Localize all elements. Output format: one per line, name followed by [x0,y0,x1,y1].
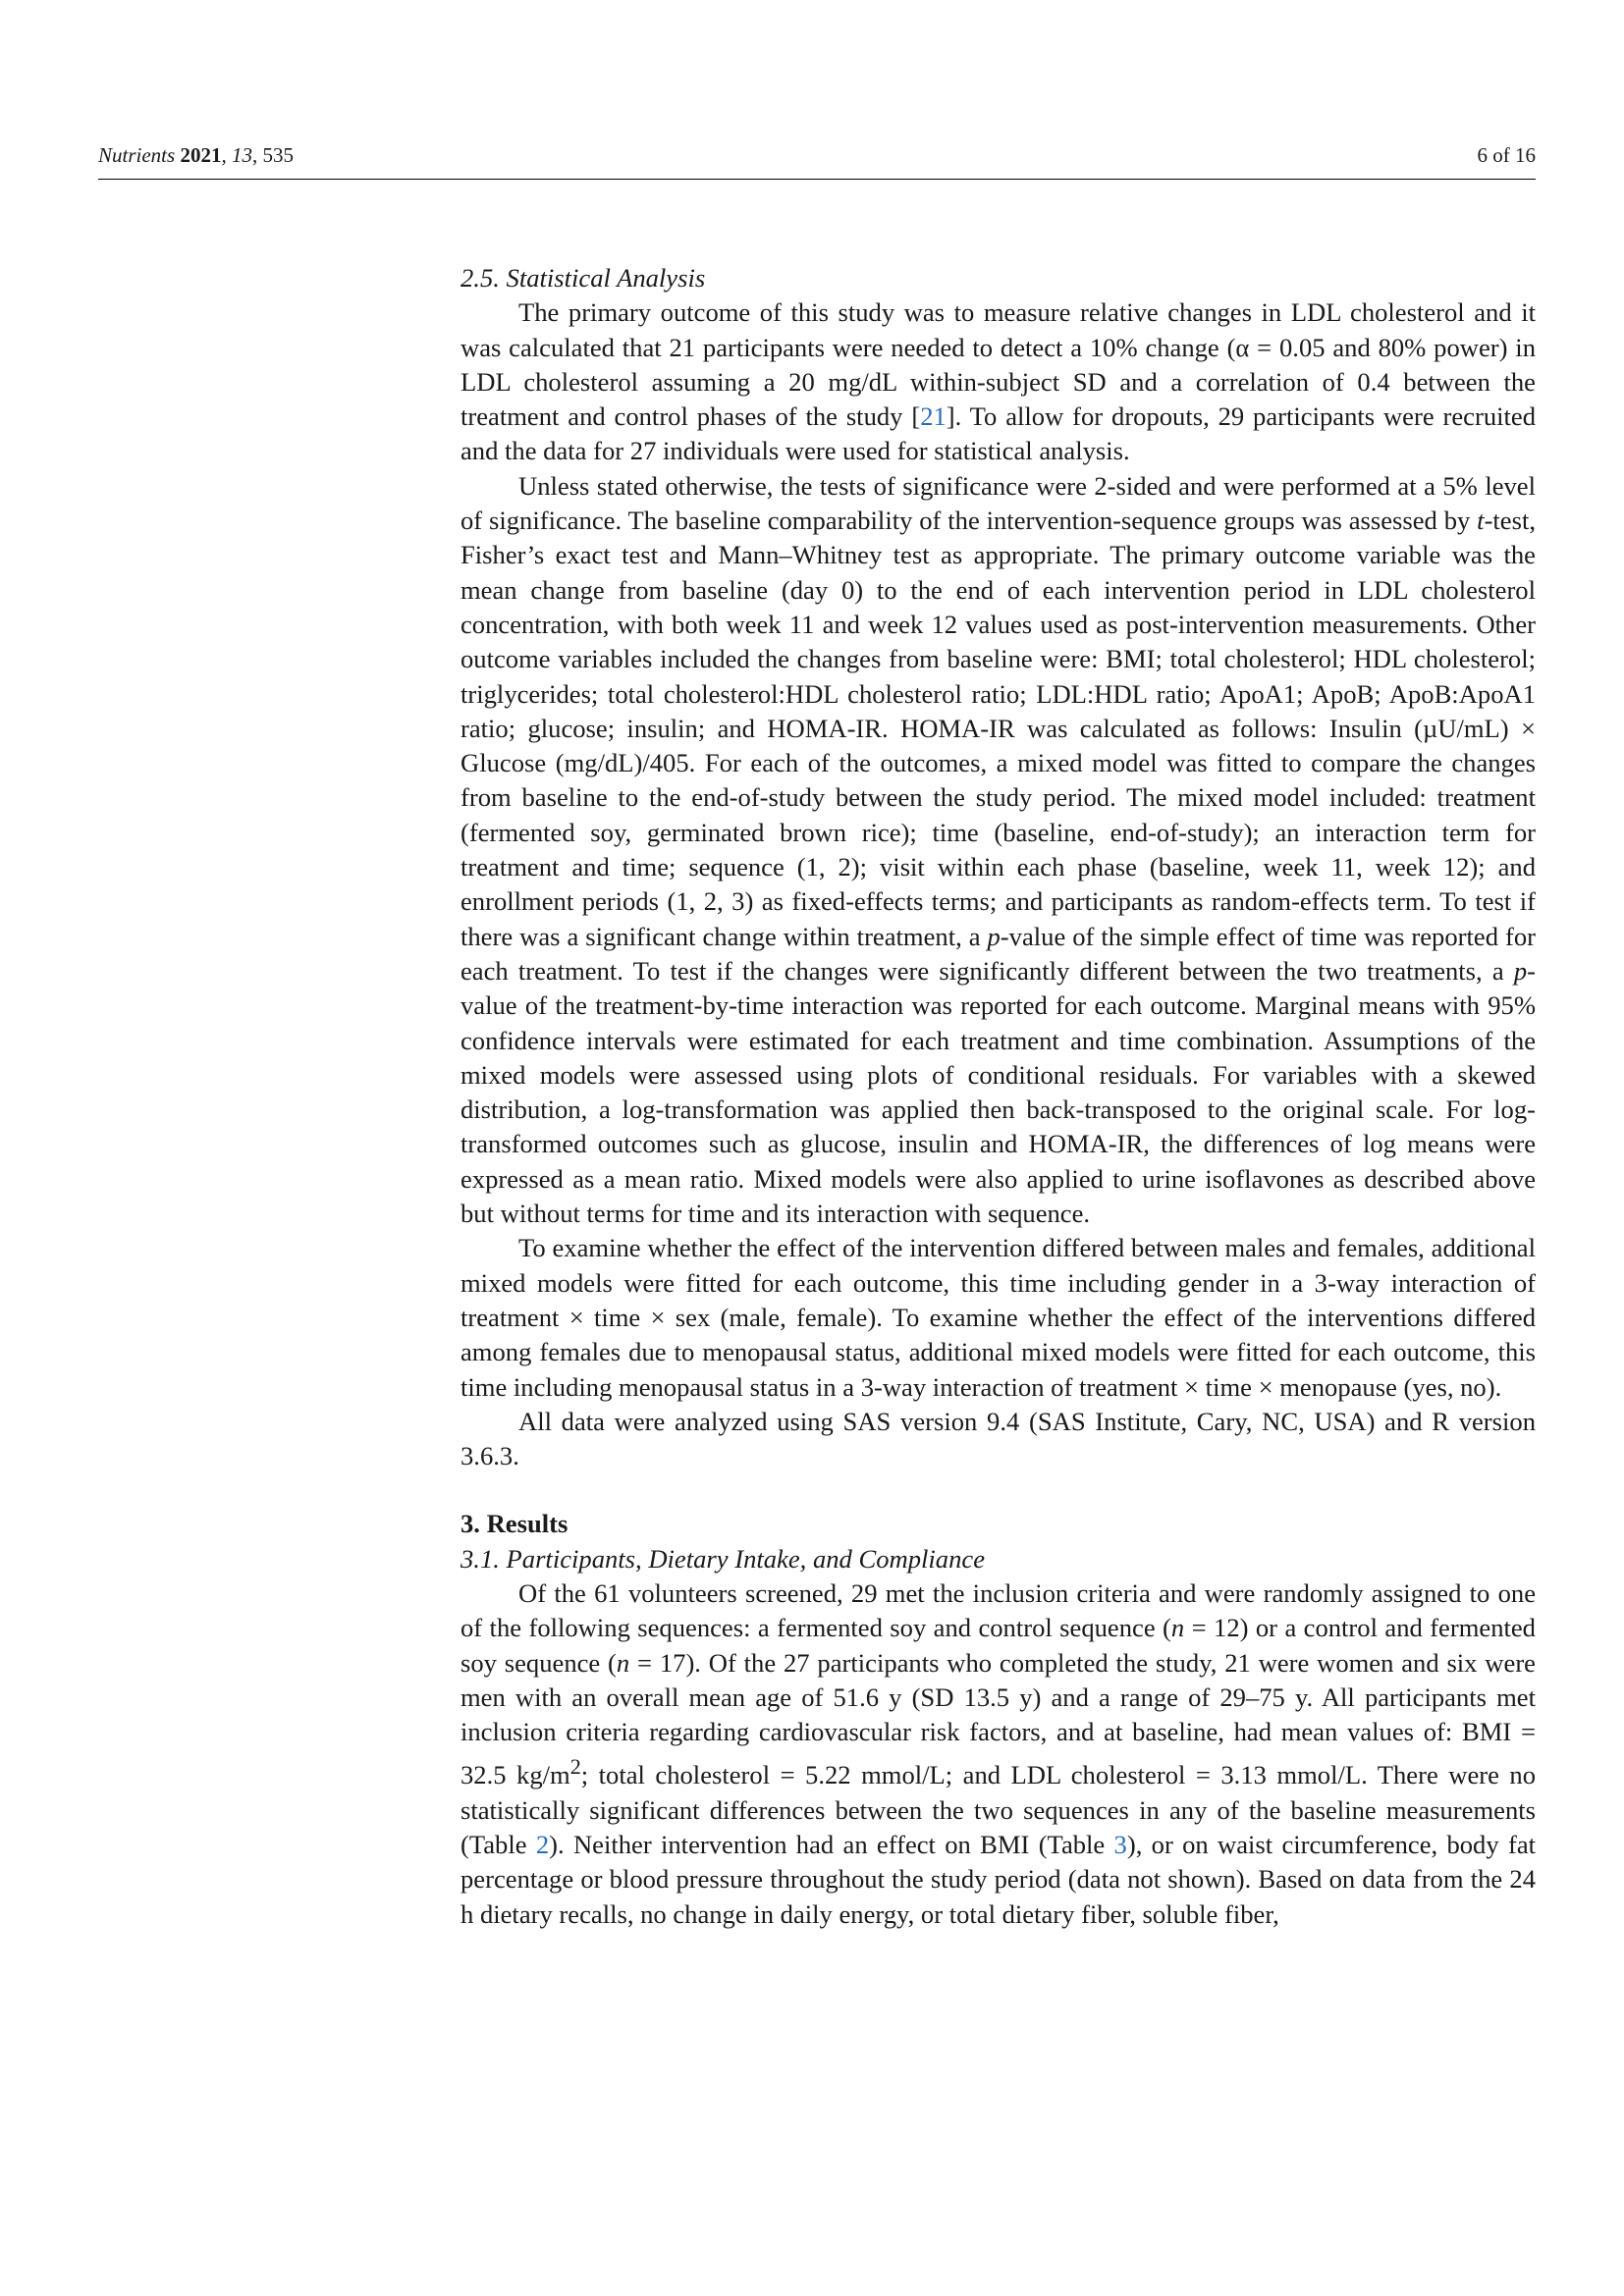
table-link[interactable]: 3 [1113,1829,1127,1859]
text-run: -value of the treatment-by-time interaction was reported for each outcome. Marginal means with 95% confidence intervals were estimated for each treatment and time combination. Assumptions of the mixed models were assessed using plots of conditional residuals. For variables with a skewed distribution, a log-transformation was applied then back-transposed to the original scale. For log-transformed outcomes such as glucose, insulin and HOMA-IR, the differences of log means were expressed as a mean ratio. Mixed models were also applied to urine isoflavones as described above but without terms for time and its interaction with sequence. [460,955,1536,1229]
italic-symbol: t [1477,506,1485,536]
italic-symbol: p [1513,955,1528,986]
text-run: ), or on waist circumference, body fat percentage or blood pressure throughout the study period (data not shown). Based on data from the 24 h dietary recalls, no change in daily energy, or total dietary fiber, soluble fiber, [460,1829,1537,1929]
italic-symbol: p [987,921,1001,951]
journal-year: 2021 [180,143,222,167]
page-header [98,139,1536,180]
journal-volume: 13 [231,143,252,167]
text-run: ]. To allow for dropouts, 29 participants were recruited and the data for 27 individuals were used for statistical analysis. [460,401,1536,466]
section-3-1-heading: 3.1. Participants, Dietary Intake, and Compliance [460,1543,986,1574]
section-3-heading: 3. Results [460,1509,568,1539]
italic-symbol: n [616,1647,630,1678]
citation-link[interactable]: 21 [920,401,947,432]
page-number: 6 of 16 [1477,143,1536,167]
paragraph: All data were analyzed using SAS version 9.4 (SAS Institute, Cary, NC, USA) and R version 3.6.3. [460,1406,1536,1471]
text-run: = 12) or a control and fermented soy sequence ( [460,1613,1536,1678]
section-2-5-heading: 2.5. Statistical Analysis [460,263,706,293]
superscript: 2 [569,1754,581,1780]
journal-citation: Nutrients 2021, 13, 535 [98,143,294,167]
paragraph: To examine whether the effect of the intervention differed between males and females, additional mixed models were fitted for each outcome, this time including gender in a 3-way interaction of treatment × time × sex (male, female). To examine whether the effect of the interventions differed among females due to menopausal status, additional mixed models were fitted for each outcome, this time including menopausal status in a 3-way interaction of treatment × time × menopause (yes, no). [460,1233,1536,1402]
text-run: Unless stated otherwise, the tests of significance were 2-sided and were performed at a 5% level of significance. The baseline comparability of the intervention-sequence groups was assessed by [460,470,1536,536]
text-run: -test, Fisher’s exact test and Mann–Whitney test as appropriate. The primary outcome variable was the mean change from baseline (day 0) to the end of each intervention period in LDL cholesterol concentration, with both week 11 and week 12 values used as post-intervention measurements. Other outcome variables included the changes from baseline were: BMI; total cholesterol; HDL cholesterol; triglycerides; total cholesterol:HDL cholesterol ratio; LDL:HDL ratio; ApoA1; ApoB; ApoB:ApoA1 ratio; glucose; insulin; and HOMA-IR. HOMA-IR was calculated as follows: Insulin (µU/mL) × Glucose (mg/dL)/405. For each of the outcomes, a mixed model was fitted to compare the changes from baseline to the end-of-study between the study period. The mixed model included: treatment (fermented soy, germinated brown rice); time (baseline, end-of-study); an interaction term for treatment and time; sequence (1, 2); visit within each phase (baseline, week 11, week 12); and enrollment periods (1, 2, 3) as fixed-effects terms; and participants as random-effects term. To test if there was a significant change within treatment, a [460,506,1536,951]
article-number: 535 [262,143,294,167]
paragraph [460,469,1536,1232]
paragraph [460,295,1536,468]
text-run: = 17). Of the 27 participants who completed the study, 21 were women and six were men with an overall mean age of 51.6 y (SD 13.5 y) and a range of 29–75 y. All participants met inclusion criteria regarding cardiovascular risk factors, and at baseline, had mean values of: BMI = 32.5 kg/m [460,1647,1536,1790]
text-run: Of the 61 volunteers screened, 29 met the inclusion criteria and were randomly assigned to one of the following sequences: a fermented soy and control sequence ( [460,1577,1536,1643]
paragraph [460,1576,1536,1932]
article-body [460,261,1536,1932]
text-run: The primary outcome of this study was to measure relative changes in LDL cholesterol and it was calculated that 21 participants were needed to detect a 10% change (α = 0.05 and 80% power) in LDL cholesterol assuming a 20 mg/dL within-subject SD and a correlation of 0.4 between the treatment and control phases of the study [ [460,297,1536,432]
italic-symbol: n [1170,1613,1185,1643]
text-run: ; total cholesterol = 5.22 mmol/L; and LDL cholesterol = 3.13 mmol/L. There were no statistically significant differences between the two sequences in any of the baseline measurements (Table [460,1760,1536,1859]
table-link[interactable]: 2 [535,1829,550,1859]
text-run: -value of the simple effect of time was reported for each treatment. To test if the changes were significantly different between the two treatments, a [460,921,1536,986]
text-run: ). Neither intervention had an effect on BMI (Table [549,1829,1114,1859]
journal-name: Nutrients [98,143,176,167]
